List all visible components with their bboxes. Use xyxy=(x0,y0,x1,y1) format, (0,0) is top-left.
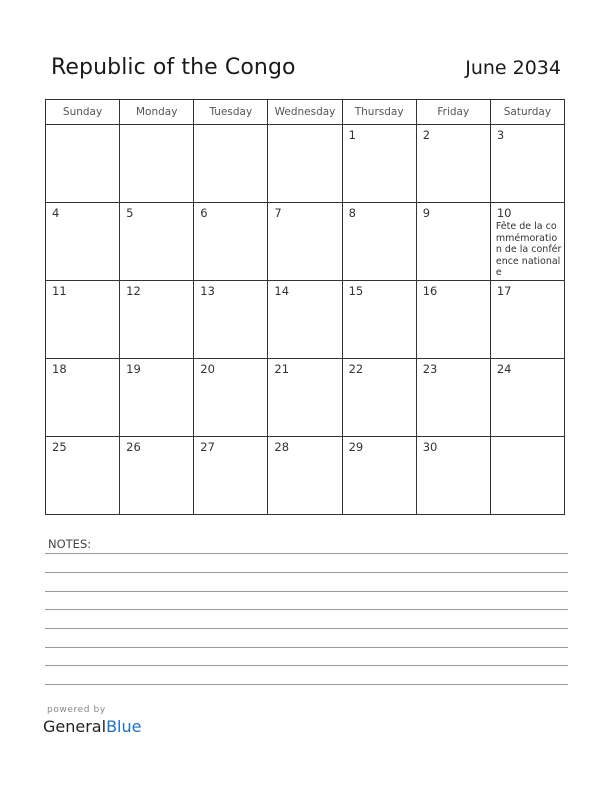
note-line xyxy=(45,572,568,573)
day-number: 10 xyxy=(496,206,512,220)
day-number: 15 xyxy=(348,284,364,298)
weekday-saturday: Saturday xyxy=(490,100,564,125)
day-cell xyxy=(268,203,342,281)
day-cell xyxy=(120,125,194,203)
note-line xyxy=(45,553,568,554)
calendar-week-row xyxy=(46,359,565,437)
day-cell xyxy=(416,281,490,359)
day-number: 18 xyxy=(52,362,67,376)
day-number: 14 xyxy=(274,284,290,298)
day-cell xyxy=(194,359,268,437)
day-cell xyxy=(268,125,342,203)
day-cell xyxy=(416,359,490,437)
note-line xyxy=(45,684,568,685)
day-number: 21 xyxy=(274,362,290,376)
brand-general-text: General xyxy=(43,717,107,736)
day-number: 23 xyxy=(422,362,438,376)
day-number: 27 xyxy=(200,440,215,454)
weekday-thursday: Thursday xyxy=(342,100,416,125)
weekday-header-row xyxy=(46,100,565,125)
day-number: 1 xyxy=(348,128,356,142)
powered-by-label: powered by xyxy=(47,705,106,715)
weekday-monday: Monday xyxy=(120,100,194,125)
day-number: 26 xyxy=(126,440,141,454)
day-number: 24 xyxy=(496,362,512,376)
calendar-week-row xyxy=(46,437,565,515)
day-number: 28 xyxy=(274,440,290,454)
day-number: 19 xyxy=(126,362,141,376)
day-number: 4 xyxy=(52,206,60,220)
day-cell xyxy=(194,281,268,359)
day-cell xyxy=(490,203,564,281)
day-cell xyxy=(416,437,490,515)
holiday-label: Fête de la commémoration de la conférence nationale xyxy=(495,221,562,278)
day-number: 7 xyxy=(274,206,282,220)
day-cell xyxy=(342,203,416,281)
day-number: 3 xyxy=(496,128,505,142)
day-cell xyxy=(46,437,120,515)
weekday-sunday: Sunday xyxy=(46,100,120,125)
day-cell xyxy=(268,281,342,359)
day-cell xyxy=(342,125,416,203)
calendar-week-row xyxy=(46,125,565,203)
day-cell xyxy=(46,281,120,359)
day-cell xyxy=(120,359,194,437)
day-number: 17 xyxy=(496,284,512,298)
day-cell xyxy=(120,437,194,515)
day-cell xyxy=(490,359,564,437)
calendar-grid xyxy=(45,99,565,515)
page-title: Republic of the Congo xyxy=(51,55,296,80)
note-line xyxy=(45,628,568,629)
day-cell xyxy=(268,437,342,515)
month-year-label: June 2034 xyxy=(465,57,561,79)
day-number: 11 xyxy=(52,284,67,298)
day-cell xyxy=(46,203,120,281)
day-number: 22 xyxy=(348,362,364,376)
day-number: 20 xyxy=(200,362,215,376)
day-number: 12 xyxy=(126,284,141,298)
brand-blue-text: Blue xyxy=(106,717,142,736)
generalblue-logo xyxy=(43,717,141,736)
day-cell xyxy=(342,359,416,437)
day-cell xyxy=(490,437,564,515)
day-cell xyxy=(120,203,194,281)
day-number: 25 xyxy=(52,440,67,454)
day-cell xyxy=(194,203,268,281)
day-number: 9 xyxy=(422,206,431,220)
day-cell xyxy=(416,125,490,203)
day-cell xyxy=(46,359,120,437)
day-cell xyxy=(416,203,490,281)
day-number: 16 xyxy=(422,284,438,298)
day-cell xyxy=(46,125,120,203)
day-cell xyxy=(194,437,268,515)
day-number: 29 xyxy=(348,440,364,454)
weekday-wednesday: Wednesday xyxy=(268,100,342,125)
day-cell xyxy=(268,359,342,437)
day-number: 2 xyxy=(422,128,431,142)
day-cell xyxy=(342,437,416,515)
day-number: 8 xyxy=(348,206,356,220)
calendar-week-row xyxy=(46,203,565,281)
day-cell xyxy=(120,281,194,359)
day-cell xyxy=(342,281,416,359)
day-number: 6 xyxy=(200,206,208,220)
calendar-week-row xyxy=(46,281,565,359)
day-number: 5 xyxy=(126,206,134,220)
day-number: 13 xyxy=(200,284,215,298)
day-cell xyxy=(194,125,268,203)
note-line xyxy=(45,647,568,648)
weekday-tuesday: Tuesday xyxy=(194,100,268,125)
day-cell xyxy=(490,281,564,359)
weekday-friday: Friday xyxy=(416,100,490,125)
note-line xyxy=(45,665,568,666)
day-number: 30 xyxy=(422,440,438,454)
note-line xyxy=(45,609,568,610)
day-cell xyxy=(490,125,564,203)
notes-label: NOTES: xyxy=(48,537,92,551)
note-line xyxy=(45,591,568,592)
